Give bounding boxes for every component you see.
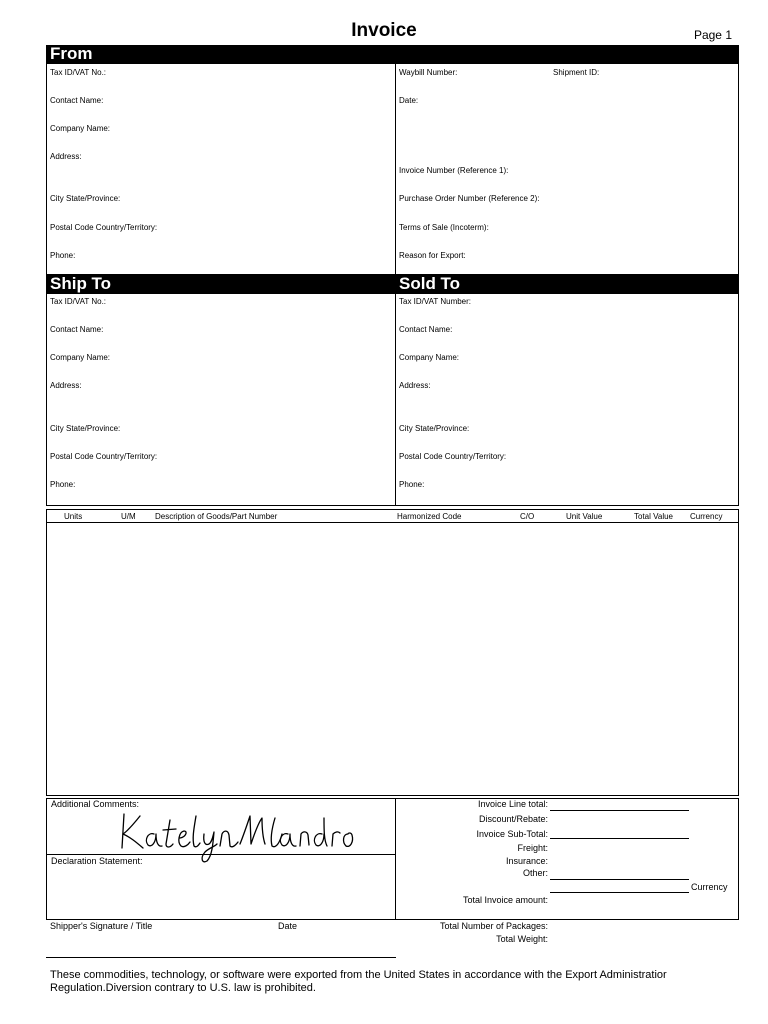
signature-rule bbox=[46, 957, 396, 958]
from-contact-label: Contact Name: bbox=[50, 96, 104, 105]
other-label: Other: bbox=[522, 868, 548, 878]
sold-to-heading: Sold To bbox=[399, 274, 461, 293]
line-total-label: Invoice Line total: bbox=[477, 799, 548, 809]
invoice-title: Invoice bbox=[351, 20, 417, 41]
from-header-bar bbox=[46, 45, 739, 63]
discount-label: Discount/Rebate: bbox=[478, 814, 548, 824]
total-invoice-amount-label: Total Invoice amount: bbox=[462, 895, 548, 905]
from-company-label: Company Name: bbox=[50, 124, 111, 133]
invoice-number-label: Invoice Number (Reference 1): bbox=[399, 166, 509, 175]
sub-total-label: Invoice Sub-Total: bbox=[476, 829, 548, 839]
waybill-label: Waybill Number: bbox=[399, 68, 458, 77]
col-total-value: Total Value bbox=[634, 512, 673, 521]
export-statement-line-1: These commodities, technology, or software were exported from the United States in accordance with the Export Administratior bbox=[50, 969, 667, 981]
signature-date-label: Date bbox=[278, 921, 298, 931]
comments-divider bbox=[395, 798, 396, 920]
col-unit-value: Unit Value bbox=[566, 512, 603, 521]
ship-sold-divider bbox=[395, 293, 396, 506]
handwritten-signature bbox=[110, 804, 370, 866]
col-currency: Currency bbox=[690, 512, 723, 521]
ship-phone-label: Phone: bbox=[50, 480, 76, 489]
items-header-rule bbox=[46, 522, 739, 523]
col-um: U/M bbox=[121, 512, 136, 521]
ship-sold-header-bar bbox=[46, 275, 739, 293]
ship-address-label: Address: bbox=[50, 381, 82, 390]
insurance-label: Insurance: bbox=[505, 856, 548, 866]
col-harmonized-code: Harmonized Code bbox=[397, 512, 462, 521]
po-number-label: Purchase Order Number (Reference 2): bbox=[399, 194, 540, 203]
export-statement bbox=[50, 969, 740, 995]
ship-company-label: Company Name: bbox=[50, 353, 111, 362]
line-total-rule bbox=[550, 810, 689, 811]
sold-postal-label: Postal Code Country/Territory: bbox=[399, 452, 507, 461]
col-country-of-origin: C/O bbox=[520, 512, 535, 521]
reason-for-export-label: Reason for Export: bbox=[399, 251, 466, 260]
sold-company-label: Company Name: bbox=[399, 353, 460, 362]
export-statement-line-2: Regulation.Diversion contrary to U.S. law is prohibited. bbox=[50, 982, 316, 994]
items-table bbox=[46, 509, 739, 796]
ship-contact-label: Contact Name: bbox=[50, 325, 104, 334]
ship-tax-id-label: Tax ID/VAT No.: bbox=[50, 297, 107, 306]
from-phone-label: Phone: bbox=[50, 251, 76, 260]
ship-city-label: City State/Province: bbox=[50, 424, 121, 433]
sold-address-label: Address: bbox=[399, 381, 431, 390]
freight-label: Freight: bbox=[517, 843, 548, 853]
ship-sold-box bbox=[46, 293, 739, 506]
sold-city-label: City State/Province: bbox=[399, 424, 470, 433]
from-address-label: Address: bbox=[50, 152, 82, 161]
additional-comments-label: Additional Comments: bbox=[51, 799, 140, 809]
shipment-id-label: Shipment ID: bbox=[553, 68, 600, 77]
page-number: Page 1 bbox=[693, 28, 732, 42]
from-postal-label: Postal Code Country/Territory: bbox=[50, 223, 158, 232]
total-weight-label: Total Weight: bbox=[496, 934, 548, 944]
declaration-statement-label: Declaration Statement: bbox=[51, 856, 143, 866]
other-rule bbox=[550, 879, 689, 880]
sold-tax-id-label: Tax ID/VAT Number: bbox=[399, 297, 472, 306]
sold-contact-label: Contact Name: bbox=[399, 325, 453, 334]
shipper-signature-label: Shipper's Signature / Title bbox=[50, 921, 153, 931]
from-tax-id-label: Tax ID/VAT No.: bbox=[50, 68, 107, 77]
date-label: Date: bbox=[399, 96, 419, 105]
from-box bbox=[46, 63, 739, 275]
col-units: Units bbox=[64, 512, 83, 521]
sub-total-rule bbox=[550, 838, 689, 839]
currency-label: Currency bbox=[691, 882, 728, 892]
col-description: Description of Goods/Part Number bbox=[155, 512, 278, 521]
from-city-label: City State/Province: bbox=[50, 194, 121, 203]
ship-postal-label: Postal Code Country/Territory: bbox=[50, 452, 158, 461]
from-divider bbox=[395, 63, 396, 275]
sold-phone-label: Phone: bbox=[399, 480, 425, 489]
terms-of-sale-label: Terms of Sale (Incoterm): bbox=[399, 223, 489, 232]
from-heading: From bbox=[50, 44, 93, 63]
total-rule bbox=[550, 892, 689, 893]
ship-to-heading: Ship To bbox=[50, 274, 112, 293]
total-packages-label: Total Number of Packages: bbox=[439, 921, 548, 931]
